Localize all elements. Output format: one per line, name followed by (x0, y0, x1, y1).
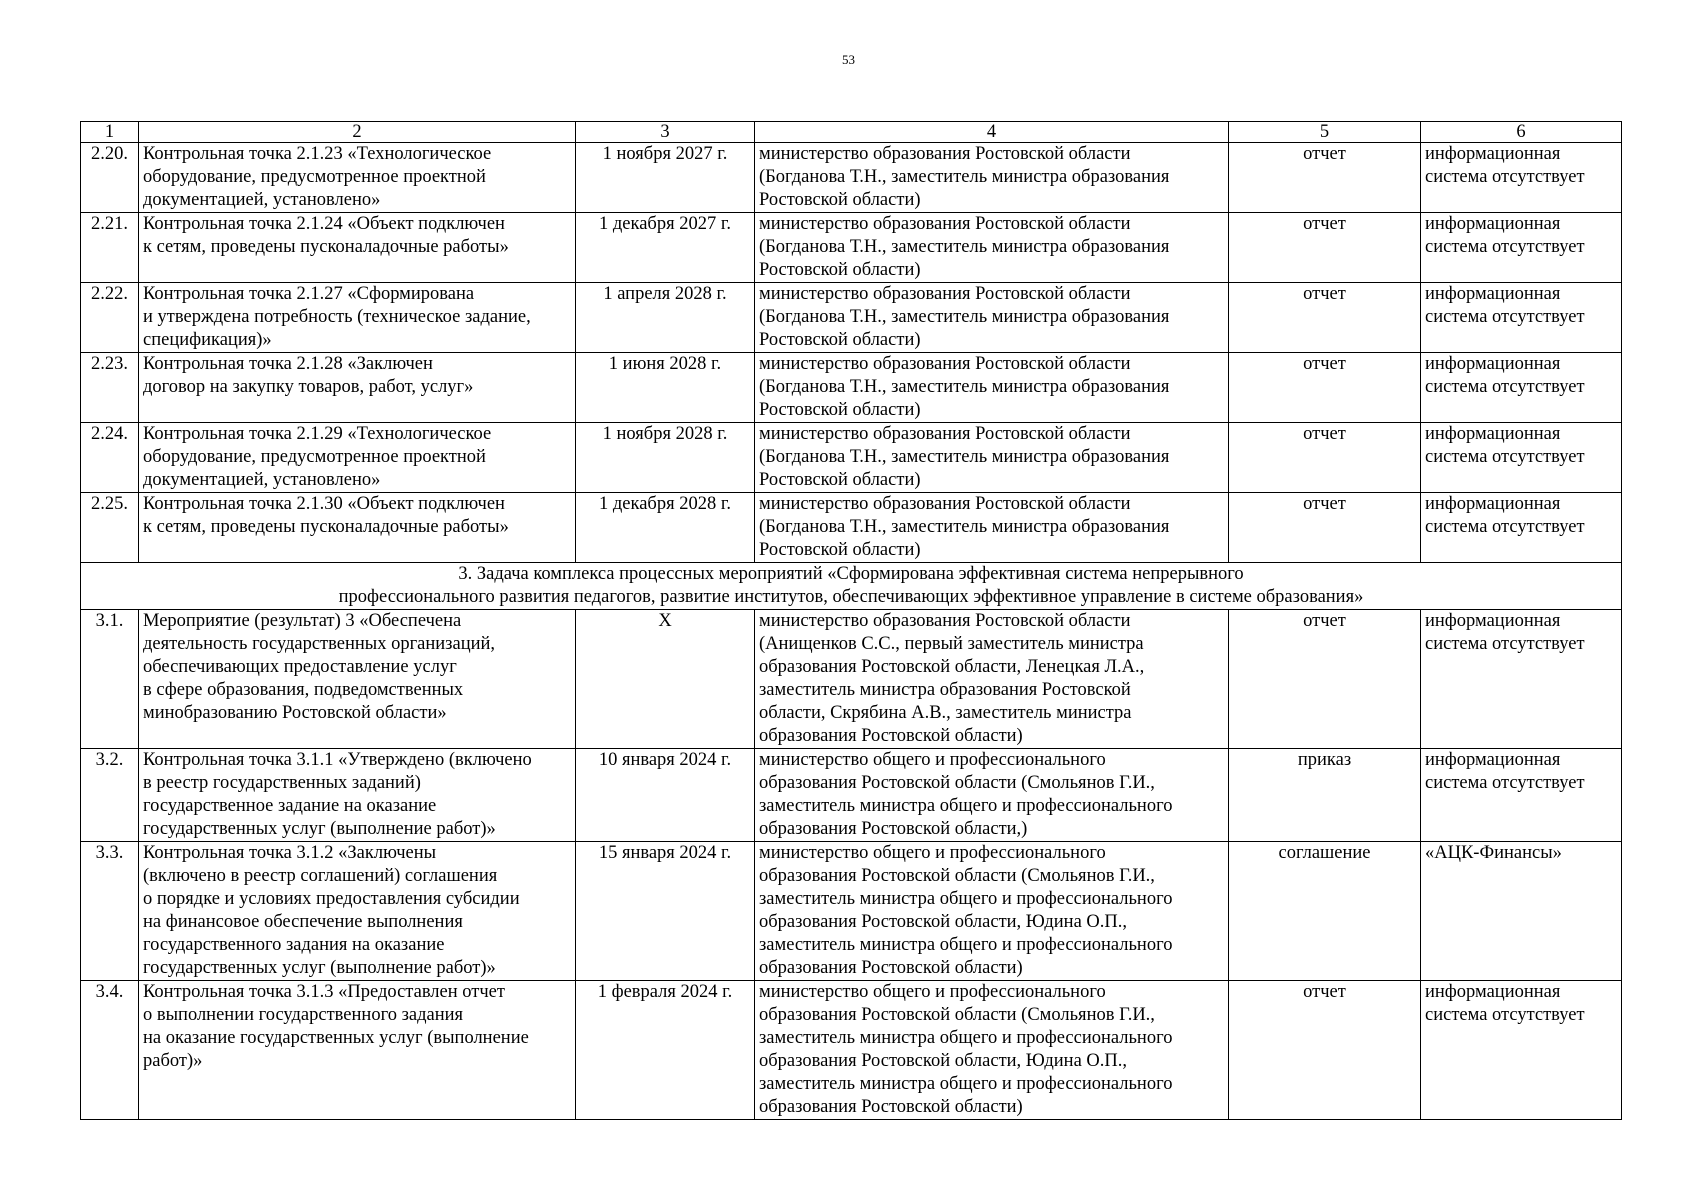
responsible-line: Ростовской области) (759, 470, 921, 490)
item-name-line: (включено в реестр соглашений) соглашения (143, 866, 498, 886)
row-number: 3.1. (81, 610, 139, 749)
due-date: 1 апреля 2028 г. (576, 283, 755, 353)
responsible-line: образования Ростовской области (Смольянов Г.И., (759, 866, 1155, 886)
table-row (81, 353, 1622, 423)
item-name-line: Контрольная точка 2.1.23 «Технологическое (143, 144, 492, 164)
responsible-line: (Богданова Т.Н., заместитель министра образования (759, 517, 1170, 537)
information-system (1421, 749, 1622, 842)
item-name-line: на финансовое обеспечение выполнения (143, 912, 463, 932)
information-system-line: система отсутствует (1425, 773, 1585, 793)
responsible-line: образования Ростовской области) (759, 958, 1023, 978)
information-system-line: система отсутствует (1425, 237, 1585, 257)
information-system (1421, 842, 1622, 981)
item-name (139, 610, 576, 749)
item-name-line: Контрольная точка 2.1.27 «Сформирована (143, 284, 475, 304)
responsible (755, 353, 1229, 423)
item-name-line: Контрольная точка 2.1.28 «Заключен (143, 354, 433, 374)
due-date: 1 июня 2028 г. (576, 353, 755, 423)
column-header: 6 (1421, 122, 1622, 143)
item-name-line: Контрольная точка 2.1.30 «Объект подключен (143, 494, 505, 514)
row-number: 3.3. (81, 842, 139, 981)
information-system-line: система отсутствует (1425, 634, 1585, 654)
item-name-line: государственное задание на оказание (143, 796, 437, 816)
due-date: 10 января 2024 г. (576, 749, 755, 842)
document-type: соглашение (1229, 842, 1421, 981)
item-name-line: о порядке и условиях предоставления субсидии (143, 889, 520, 909)
item-name (139, 842, 576, 981)
table-row (81, 842, 1622, 981)
row-number: 2.20. (81, 143, 139, 213)
item-name (139, 493, 576, 563)
due-date: 1 декабря 2028 г. (576, 493, 755, 563)
information-system-line: информационная (1425, 494, 1561, 514)
responsible-line: (Анищенков С.С., первый заместитель министра (759, 634, 1144, 654)
item-name-line: на оказание государственных услуг (выполнение (143, 1028, 529, 1048)
information-system (1421, 981, 1622, 1120)
responsible-line: министерство общего и профессионального (759, 982, 1106, 1002)
responsible-line: (Богданова Т.Н., заместитель министра образования (759, 307, 1170, 327)
information-system-line: информационная (1425, 354, 1561, 374)
responsible (755, 610, 1229, 749)
due-date: Х (576, 610, 755, 749)
item-name (139, 353, 576, 423)
due-date: 1 февраля 2024 г. (576, 981, 755, 1120)
responsible-line: образования Ростовской области, Ленецкая Л.А., (759, 657, 1145, 677)
information-system (1421, 143, 1622, 213)
item-name-line: Контрольная точка 3.1.1 «Утверждено (включено (143, 750, 532, 770)
row-number: 2.25. (81, 493, 139, 563)
column-header: 5 (1229, 122, 1421, 143)
responsible-line: министерство образования Ростовской области (759, 494, 1131, 514)
table-row (81, 213, 1622, 283)
item-name-line: государственных услуг (выполнение работ)» (143, 958, 496, 978)
item-name-line: документацией, установлено» (143, 190, 381, 210)
responsible-line: образования Ростовской области, Юдина О.П., (759, 1051, 1128, 1071)
information-system (1421, 353, 1622, 423)
item-name (139, 143, 576, 213)
due-date: 1 ноября 2027 г. (576, 143, 755, 213)
column-header: 2 (139, 122, 576, 143)
responsible (755, 749, 1229, 842)
responsible-line: заместитель министра общего и профессионального (759, 1028, 1173, 1048)
row-number: 3.4. (81, 981, 139, 1120)
responsible-line: образования Ростовской области) (759, 726, 1023, 746)
responsible-line: заместитель министра общего и профессионального (759, 889, 1173, 909)
item-name-line: о выполнении государственного задания (143, 1005, 464, 1025)
item-name-line: Контрольная точка 2.1.24 «Объект подключен (143, 214, 505, 234)
item-name-line: работ)» (143, 1051, 203, 1071)
responsible-line: министерство образования Ростовской области (759, 424, 1131, 444)
information-system-line: система отсутствует (1425, 377, 1585, 397)
due-date: 15 января 2024 г. (576, 842, 755, 981)
document-type: отчет (1229, 610, 1421, 749)
responsible-line: образования Ростовской области) (759, 1097, 1023, 1117)
document-type: отчет (1229, 493, 1421, 563)
item-name-line: деятельность государственных организаций, (143, 634, 496, 654)
section-title-line: профессионального развития педагогов, развитие институтов, обеспечивающих эффективное управление в системе образования» (338, 587, 1364, 607)
responsible (755, 981, 1229, 1120)
row-number: 2.22. (81, 283, 139, 353)
responsible-line: министерство общего и профессионального (759, 843, 1106, 863)
item-name-line: документацией, установлено» (143, 470, 381, 490)
responsible-line: образования Ростовской области,) (759, 819, 1028, 839)
item-name-line: спецификация)» (143, 330, 272, 350)
information-system (1421, 213, 1622, 283)
table-row (81, 749, 1622, 842)
information-system-line: информационная (1425, 750, 1561, 770)
responsible-line: заместитель министра общего и профессионального (759, 796, 1173, 816)
control-points-table (80, 121, 1622, 1120)
item-name (139, 423, 576, 493)
information-system-line: информационная (1425, 144, 1561, 164)
information-system-line: система отсутствует (1425, 447, 1585, 467)
document-type: отчет (1229, 283, 1421, 353)
table-row (81, 143, 1622, 213)
responsible-line: министерство образования Ростовской области (759, 214, 1131, 234)
item-name-line: Контрольная точка 3.1.2 «Заключены (143, 843, 437, 863)
responsible-line: заместитель министра общего и профессионального (759, 935, 1173, 955)
responsible (755, 213, 1229, 283)
column-header: 1 (81, 122, 139, 143)
table-row (81, 423, 1622, 493)
document-type: отчет (1229, 353, 1421, 423)
document-type: отчет (1229, 213, 1421, 283)
row-number: 2.23. (81, 353, 139, 423)
information-system (1421, 283, 1622, 353)
item-name-line: и утверждена потребность (техническое задание, (143, 307, 531, 327)
information-system-line: система отсутствует (1425, 1005, 1585, 1025)
responsible-line: министерство образования Ростовской области (759, 284, 1131, 304)
responsible (755, 842, 1229, 981)
responsible-line: (Богданова Т.Н., заместитель министра образования (759, 167, 1170, 187)
information-system-line: система отсутствует (1425, 167, 1585, 187)
section-row (81, 563, 1622, 610)
table-row (81, 610, 1622, 749)
responsible-line: министерство общего и профессионального (759, 750, 1106, 770)
responsible-line: министерство образования Ростовской области (759, 611, 1131, 631)
column-header: 4 (755, 122, 1229, 143)
document-type: отчет (1229, 423, 1421, 493)
information-system (1421, 610, 1622, 749)
information-system-line: информационная (1425, 982, 1561, 1002)
item-name-line: Контрольная точка 2.1.29 «Технологическое (143, 424, 492, 444)
item-name-line: в реестр государственных заданий) (143, 773, 421, 793)
information-system-line: информационная (1425, 284, 1561, 304)
document-type: отчет (1229, 143, 1421, 213)
responsible (755, 493, 1229, 563)
responsible-line: Ростовской области) (759, 190, 921, 210)
item-name (139, 981, 576, 1120)
responsible-line: Ростовской области) (759, 330, 921, 350)
item-name-line: государственных услуг (выполнение работ)» (143, 819, 496, 839)
page-number: 53 (842, 52, 855, 67)
responsible (755, 423, 1229, 493)
responsible-line: заместитель министра общего и профессионального (759, 1074, 1173, 1094)
item-name (139, 749, 576, 842)
responsible (755, 283, 1229, 353)
item-name-line: договор на закупку товаров, работ, услуг» (143, 377, 474, 397)
information-system-line: система отсутствует (1425, 517, 1585, 537)
responsible-line: Ростовской области) (759, 260, 921, 280)
responsible-line: Ростовской области) (759, 540, 921, 560)
information-system-line: информационная (1425, 214, 1561, 234)
row-number: 2.21. (81, 213, 139, 283)
column-header-row (81, 122, 1622, 143)
responsible-line: (Богданова Т.Н., заместитель министра образования (759, 237, 1170, 257)
item-name (139, 283, 576, 353)
responsible-line: образования Ростовской области, Юдина О.П., (759, 912, 1128, 932)
responsible-line: министерство образования Ростовской области (759, 144, 1131, 164)
responsible-line: заместитель министра образования Ростовской (759, 680, 1131, 700)
section-title (81, 563, 1622, 610)
item-name-line: к сетям, проведены пусконаладочные работы» (143, 517, 509, 537)
item-name-line: обеспечивающих предоставление услуг (143, 657, 457, 677)
information-system (1421, 493, 1622, 563)
responsible-line: образования Ростовской области (Смольянов Г.И., (759, 1005, 1155, 1025)
responsible-line: министерство образования Ростовской области (759, 354, 1131, 374)
item-name-line: к сетям, проведены пусконаладочные работы» (143, 237, 509, 257)
item-name-line: Контрольная точка 3.1.3 «Предоставлен отчет (143, 982, 505, 1002)
information-system-line: «АЦК-Финансы» (1425, 843, 1562, 863)
row-number: 2.24. (81, 423, 139, 493)
table-row (81, 981, 1622, 1120)
table-row (81, 493, 1622, 563)
responsible-line: Ростовской области) (759, 400, 921, 420)
section-title-line: 3. Задача комплекса процессных мероприятий «Сформирована эффективная система непрерывного (458, 564, 1244, 584)
due-date: 1 декабря 2027 г. (576, 213, 755, 283)
item-name (139, 213, 576, 283)
information-system-line: информационная (1425, 424, 1561, 444)
information-system-line: система отсутствует (1425, 307, 1585, 327)
item-name-line: оборудование, предусмотренное проектной (143, 447, 486, 467)
column-header: 3 (576, 122, 755, 143)
document-type: приказ (1229, 749, 1421, 842)
item-name-line: минобразованию Ростовской области» (143, 703, 447, 723)
table-row (81, 283, 1622, 353)
item-name-line: государственного задания на оказание (143, 935, 445, 955)
information-system (1421, 423, 1622, 493)
item-name-line: в сфере образования, подведомственных (143, 680, 464, 700)
information-system-line: информационная (1425, 611, 1561, 631)
responsible-line: образования Ростовской области (Смольянов Г.И., (759, 773, 1155, 793)
item-name-line: Мероприятие (результат) 3 «Обеспечена (143, 611, 462, 631)
responsible (755, 143, 1229, 213)
responsible-line: области, Скрябина А.В., заместитель министра (759, 703, 1132, 723)
item-name-line: оборудование, предусмотренное проектной (143, 167, 486, 187)
document-type: отчет (1229, 981, 1421, 1120)
row-number: 3.2. (81, 749, 139, 842)
due-date: 1 ноября 2028 г. (576, 423, 755, 493)
responsible-line: (Богданова Т.Н., заместитель министра образования (759, 447, 1170, 467)
responsible-line: (Богданова Т.Н., заместитель министра образования (759, 377, 1170, 397)
